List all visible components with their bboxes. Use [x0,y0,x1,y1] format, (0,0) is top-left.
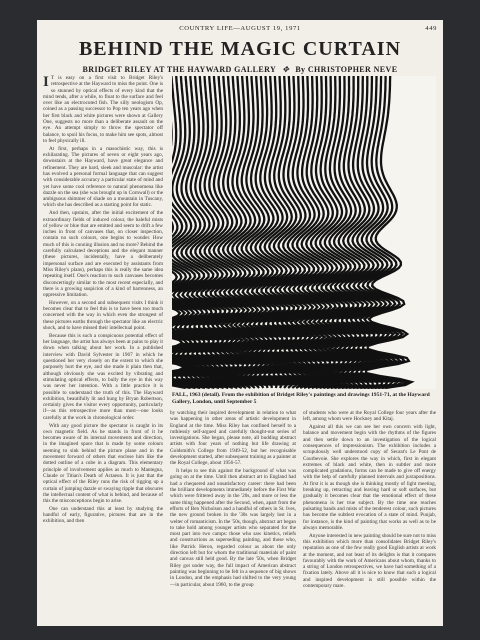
paragraph: Because this is such a conspicuous potential effect of her language, the artist has always been at pains to play it down when talking about her work. In a published interview with David Sylvester in 1967 in which he questioned her very closely on the extent to which she purposely hurt the eye, and she made it plain then that, although obviously she was excited by vibrating and stimulating optical effects, to bully the eye in this way was never her intention. With a little practice it is possible to understand the truth of this. The Hayward exhibition, beautifully lit and hung by Bryan Robertson, certainly gives the visitor every opportunity, particularly if—as this retrospective more than most—one looks carefully at the work in chronological order. [43,332,163,421]
header-title: COUNTRY LIFE—AUGUST 19, 1971 [179,25,301,32]
text-column-3 [303,410,436,620]
text-column-1 [43,75,163,620]
magazine-page [37,20,443,626]
article-subtitle [37,65,443,74]
subtitle-exhibition: BRIDGET RILEY AT THE HAYWARD GALLERY [82,65,277,74]
paragraph: Anyone interested in new painting should be sure not to miss this exhibition which more than consolidates Bridget Riley's reputation as one of the few really good English artists at work at the moment, and not least of its delights is that it compares favourably with the work of Americans about whom, thanks to a string of London retrospectives, we have had something of a fixation lately. Above all it is nice to know that such a logical and inspired development is still possible within the contemporary mare. [303,532,436,590]
image-caption: FALL, 1963 (detail). From the exhibition of Bridget Riley's paintings and drawings 1951-71, at the Hayward Gallery, London, until September 5 [172,392,430,405]
wave-pattern [172,76,436,389]
paragraph: And then, upstairs, after the initial excitement of the extraordinary fields of induced colour, the baleful mists of yellow or blue that are emitted and seem to drift a few inches in front of canvases that, on closer inspection, contain no such colours, one begins to wonder. How much of this is cunning illusion and no more? Behind the carefully calculated deceptions and the elegant manner (these pictures, incidentally, have a deliberately impersonal surface and are executed by assistants from Miss Riley's plans), perhaps this is really the same idea repeating itself. One's reaction to such canvases becomes disconcertingly similar to the most recent especially, and there is a growing suspicion of a kind of barrenness, an oppressive limitation. [43,210,163,299]
ornament-icon: ✥ [282,65,290,74]
op-art-painting [172,76,436,389]
paragraph: With any good picture the spectator is caught in its own magnetic field. As he stands in front of it he becomes aware of its internal movements and direction, in the imagined space that is made by some colours seeming to sink behind the picture plane and in the movement forward of others that enclose him like the dotted outline of a cube in a diagram. This elementary principle of involvement applies as much to Mantegna, Claude or Titian's Death of Actaeon. It is just that the optical effect of the Riley runs the risk of rigging up a curtain of jumping dazzle or swaying ripple that obscures the intellectual content of what is behind, and because of this the misconceptions begin to arise. [43,422,163,505]
paragraph: of students who were at the Royal College four years after the left, among whom were Hockney and Kitaj. [303,410,436,423]
text-column-2 [170,410,296,620]
article-title: BEHIND THE MAGIC CURTAIN [78,38,402,60]
paragraph: It helps to see this against the background of what was going on at the time. Until then abstract art in England had had a chequered and unsatisfactory career: there had been the brilliant developments immediately before the First War which were frittered away in the '20s, and more or less the same thing happened after the Second, when, apart from the efforts of Ben Nicholson and a handful of others in St. Ives, the new ground broken in the '30s was largely lost in a welter of romanticism. In the '50s, though, abstract art began to take hold among younger artists who separated for the most part into two camps: those who saw kinetics, reliefs and constructions as superseding painting, and those who, like Patrick Heron, regarded colour as about the only direction left but for whom the traditional materials of paint and canvas still held good. By the late '50s, when Bridget Riley got under way, the full impact of American abstract painting was beginning to be felt in a sequence of big shows in London, and the emphasis had shifted to the very young—in particular, about 1960, to the group [170,468,296,588]
paragraph: Against all this we can see her own concern with light, balance and movement begin with the rhythms of the figures and then settle down to an investigation of the logical consequences of impressionism. The exhibition includes a scrupulously well understood copy of Seurat's Le Pont de Courbevoie. She explores the way in which, first in elegant extremes of black and white, then in subtler and more complicated gradations, forms can be made to give off energy with the help of carefully planned intervals and juxtapositions. At first it is as though she is thinking mostly of light meeting, breaking up, retracting and leaving hard or soft surfaces, but gradually it becomes clear that the emotional effect of these phenomena is her true subject. By the time one reaches pulsating bands and mists of the tenderest colour, such pictures has become the subtlest evocation of a state of mind. Punjab, for instance, is the kind of painting that works as well as to be always memorable. [303,424,436,531]
paragraph: One can understand this at least by studying the handful of early, figurative, pictures that are in the exhibition, and then [43,505,163,525]
byline: By CHRISTOPHER NEVE [295,65,398,74]
page-number: 449 [425,25,437,32]
paragraph-text: T is easy on a first visit to Bridget Riley's retrospective at the Hayward to miss the point. One is so stunned by optical effects of every kind that the mind tends, after a while, to float to the surface and feel over like an electrocuted fish. The silly neologism Op, coined as a passing successor to Pop ten years ago when her first black and white pictures were shown at Gallery One, suggests no more than a deliberate assault on the eye. An attempt simply to throw the spectator off balance, to spoil his focus, to make him see spots, almost to feel physically ill. [43,75,163,144]
paragraph [43,75,163,144]
paragraph: At first, perhaps in a masochistic way, this is exhilarating. The pictures of seven or eight years ago, downstairs at the Hayward, have great elegance and refinement. They are hard, sleek and muscular: the artist has evolved a personal formal language that can suggest with considerable accuracy a particular state of mind and yet have some cool reference to natural phenomena like dazzle on the sea (she was brought up in Cornwall) or the ambiguous shimmer of shade on a mountain in Tuscany, which she has described as a starting point for static. [43,145,163,209]
running-header [37,25,443,35]
paragraph: by watching their inspired development in relation to what was happening in other areas of artistic development in England at the time. Miss Riley has confined herself to a ruthlessly self-argued and carefully thought-out series of investigations. She began, please note, all budding abstract artists with four years of nothing but life drawing at Goldsmith's College from 1949-52, but her recognisable development started, after subsequent training as a painter at the Royal College, about 1956-57. [170,410,296,467]
paragraph: However, on a second and subsequent visits I think it becomes clear that to feel this is to have been too much concerned with the way in which even the strongest of these pictures earths through the spectator like an electric shock, and to have missed their intellectual point. [43,299,163,332]
drop-cap: I [43,75,49,90]
